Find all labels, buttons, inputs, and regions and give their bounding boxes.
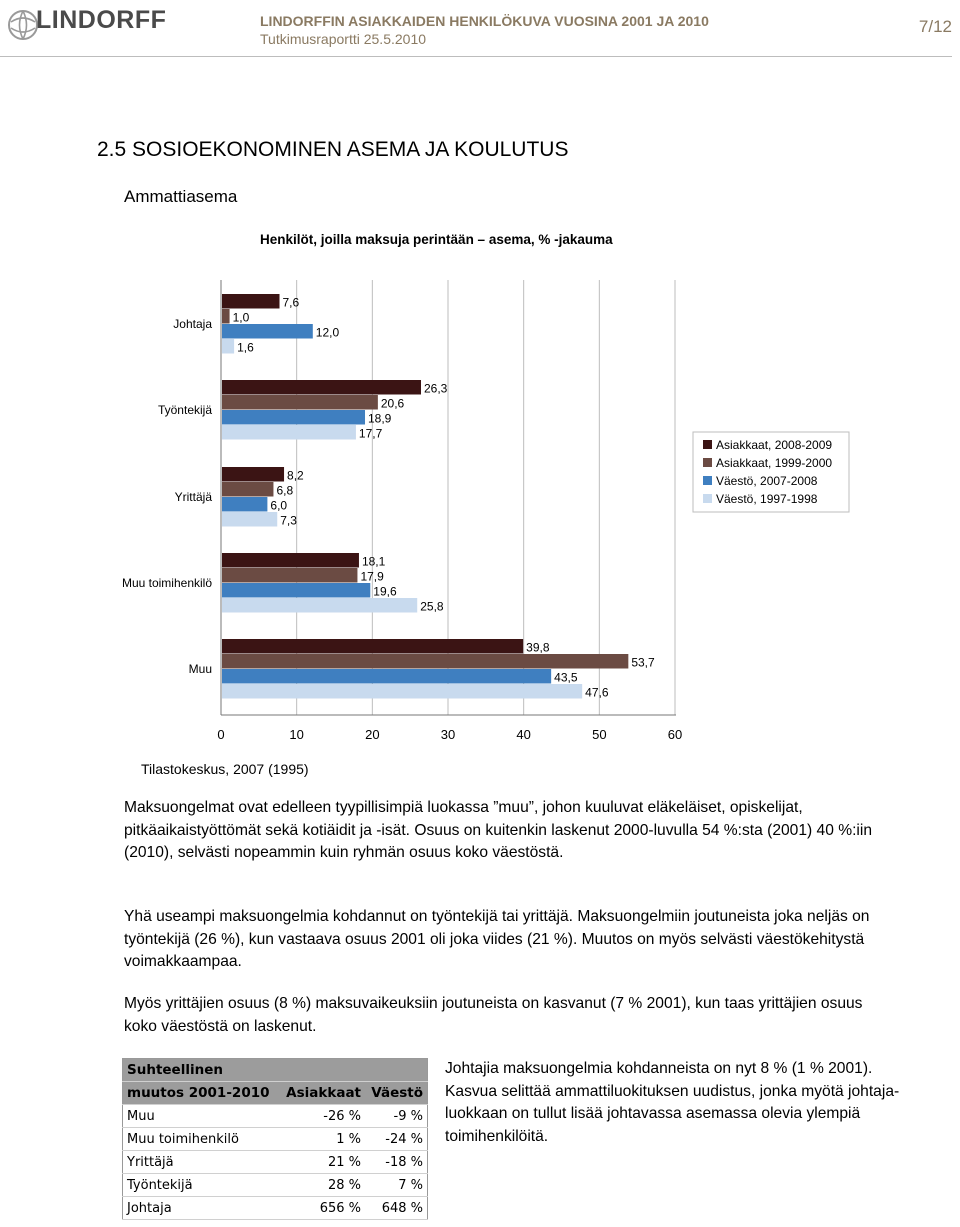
bar bbox=[222, 410, 365, 425]
bar bbox=[222, 425, 356, 440]
report-subtitle: Tutkimusraportti 25.5.2010 bbox=[260, 31, 427, 47]
legend-swatch bbox=[703, 494, 712, 503]
row-customers: 28 % bbox=[279, 1174, 365, 1197]
row-label: Muu toimihenkilö bbox=[123, 1128, 280, 1151]
table-row bbox=[123, 1128, 428, 1151]
bar bbox=[222, 339, 234, 354]
bar bbox=[222, 654, 628, 669]
legend-label: Väestö, 1997-1998 bbox=[716, 492, 818, 506]
bar-value-label: 17,7 bbox=[358, 426, 383, 441]
row-label: Työntekijä bbox=[123, 1174, 280, 1197]
subheading: Ammattiasema bbox=[124, 187, 238, 206]
x-tick-label: 20 bbox=[365, 727, 380, 742]
bar bbox=[222, 395, 378, 410]
paragraph-1: Maksuongelmat ovat edelleen tyypillisimpiä luokassa ”muu”, johon kuuluvat eläkeläiset, opiskelijat, pitkäaikaistyöttömät sekä kotiäidit ja -isät. Osuus on kuitenkin laskenut 2000-luvulla 54 %:sta (2001) 40 %:iin (2010), selvästi nopeammin kuin ryhmän osuus koko väestöstä. bbox=[124, 799, 873, 861]
category-label: Muu bbox=[188, 662, 212, 676]
report-title: LINDORFFIN ASIAKKAIDEN HENKILÖKUVA VUOSINA 2001 JA 2010 bbox=[260, 13, 709, 29]
row-label: Muu bbox=[123, 1105, 280, 1128]
col-customers: Asiakkaat bbox=[279, 1082, 365, 1105]
logo-text: LINDORFF bbox=[36, 6, 167, 34]
row-population: -24 % bbox=[365, 1128, 427, 1151]
bar-value-label: 20,6 bbox=[380, 396, 405, 411]
bar bbox=[222, 309, 230, 324]
bar bbox=[222, 684, 582, 699]
legend-swatch bbox=[703, 476, 712, 485]
row-customers: -26 % bbox=[279, 1105, 365, 1128]
x-tick-label: 30 bbox=[440, 727, 456, 742]
row-population: -9 % bbox=[365, 1105, 427, 1128]
bar-value-label: 8,2 bbox=[287, 468, 304, 483]
table-row bbox=[123, 1105, 428, 1128]
row-customers: 21 % bbox=[279, 1151, 365, 1174]
category-label: Muu toimihenkilö bbox=[121, 576, 212, 590]
row-customers: 656 % bbox=[279, 1197, 365, 1220]
bar bbox=[222, 497, 267, 512]
relative-change-table bbox=[122, 1058, 428, 1220]
paragraph-3: Myös yrittäjien osuus (8 %) maksuvaikeuksiin joutuneista on kasvanut (7 % 2001), kun taas yrittäjien osuus koko väestöstä on laskenut. bbox=[124, 995, 863, 1035]
bar bbox=[222, 294, 280, 309]
table-row bbox=[123, 1174, 428, 1197]
bar-value-label: 1,6 bbox=[237, 340, 254, 355]
bar bbox=[222, 669, 551, 684]
category-label: Yrittäjä bbox=[174, 490, 212, 504]
bar-value-label: 1,0 bbox=[232, 310, 250, 325]
x-tick-label: 40 bbox=[516, 727, 531, 742]
header-divider bbox=[0, 56, 952, 57]
chart-title: Henkilöt, joilla maksuja perintään – asema, % -jakauma bbox=[260, 232, 613, 247]
bar-value-label: 6,8 bbox=[276, 483, 294, 498]
bar bbox=[222, 380, 421, 395]
section-title: 2.5 SOSIOEKONOMINEN ASEMA JA KOULUTUS bbox=[97, 138, 569, 161]
bar-value-label: 7,3 bbox=[280, 513, 297, 528]
row-population: 648 % bbox=[365, 1197, 427, 1220]
bar bbox=[222, 553, 359, 568]
bar-value-label: 18,9 bbox=[368, 411, 392, 426]
legend-swatch bbox=[703, 458, 712, 467]
row-label: Johtaja bbox=[123, 1197, 280, 1220]
bar-value-label: 47,6 bbox=[585, 685, 609, 700]
col-population: Väestö bbox=[365, 1082, 427, 1105]
row-population: -18 % bbox=[365, 1151, 427, 1174]
bar-value-label: 39,8 bbox=[526, 640, 550, 655]
bar-value-label: 53,7 bbox=[631, 655, 655, 670]
bar-value-label: 12,0 bbox=[315, 325, 340, 340]
bar bbox=[222, 639, 523, 654]
bar bbox=[222, 512, 277, 527]
johtaja-note: Johtajia maksuongelmia kohdanneista on nyt 8 % (1 % 2001). Kasvua selittää ammattiluokituksen uudistus, jonka myötä johtaja-luokkaan on tullut lisää johtavassa asemassa olevia ylempiä toimihenkilöitä. bbox=[445, 1060, 900, 1145]
bar-value-label: 26,3 bbox=[424, 381, 448, 396]
bar bbox=[222, 583, 370, 598]
x-tick-label: 50 bbox=[592, 727, 607, 742]
x-tick-label: 0 bbox=[217, 727, 225, 742]
table-row bbox=[123, 1197, 428, 1220]
x-tick-label: 10 bbox=[289, 727, 304, 742]
row-population: 7 % bbox=[365, 1174, 427, 1197]
table-header-line1: Suhteellinen bbox=[123, 1059, 428, 1082]
bar bbox=[222, 467, 284, 482]
bar-value-label: 18,1 bbox=[361, 554, 386, 569]
bar bbox=[222, 482, 273, 497]
bar-value-label: 19,6 bbox=[373, 584, 397, 599]
chart-source: Tilastokeskus, 2007 (1995) bbox=[141, 761, 309, 777]
legend-swatch bbox=[703, 440, 712, 449]
table-header-line2: muutos 2001-2010 bbox=[123, 1082, 280, 1105]
category-label: Johtaja bbox=[173, 317, 212, 331]
row-label: Yrittäjä bbox=[123, 1151, 280, 1174]
legend-label: Asiakkaat, 2008-2009 bbox=[716, 438, 833, 452]
row-customers: 1 % bbox=[279, 1128, 365, 1151]
x-tick-label: 60 bbox=[667, 727, 683, 742]
bar-value-label: 43,5 bbox=[554, 670, 578, 685]
bar bbox=[222, 568, 357, 583]
bar-value-label: 25,8 bbox=[420, 599, 444, 614]
legend-label: Asiakkaat, 1999-2000 bbox=[716, 456, 833, 470]
bar bbox=[222, 324, 313, 339]
bar-value-label: 6,0 bbox=[270, 498, 288, 513]
paragraph-2: Yhä useampi maksuongelmia kohdannut on työntekijä tai yrittäjä. Maksuongelmiin joutuneista joka neljäs on työntekijä (26 %), kun vastaava osuus 2001 oli joka viides (21 %). Muutos on myös selvästi väestökehitystä voimakkaampaa. bbox=[124, 908, 870, 970]
occupation-bar-chart bbox=[100, 222, 860, 747]
table-row bbox=[123, 1151, 428, 1174]
page-number: 7/12 bbox=[918, 17, 952, 36]
legend-label: Väestö, 2007-2008 bbox=[716, 474, 818, 488]
bar-value-label: 7,6 bbox=[282, 295, 300, 310]
bar-value-label: 17,9 bbox=[360, 569, 384, 584]
bar bbox=[222, 598, 417, 613]
category-label: Työntekijä bbox=[157, 403, 212, 417]
